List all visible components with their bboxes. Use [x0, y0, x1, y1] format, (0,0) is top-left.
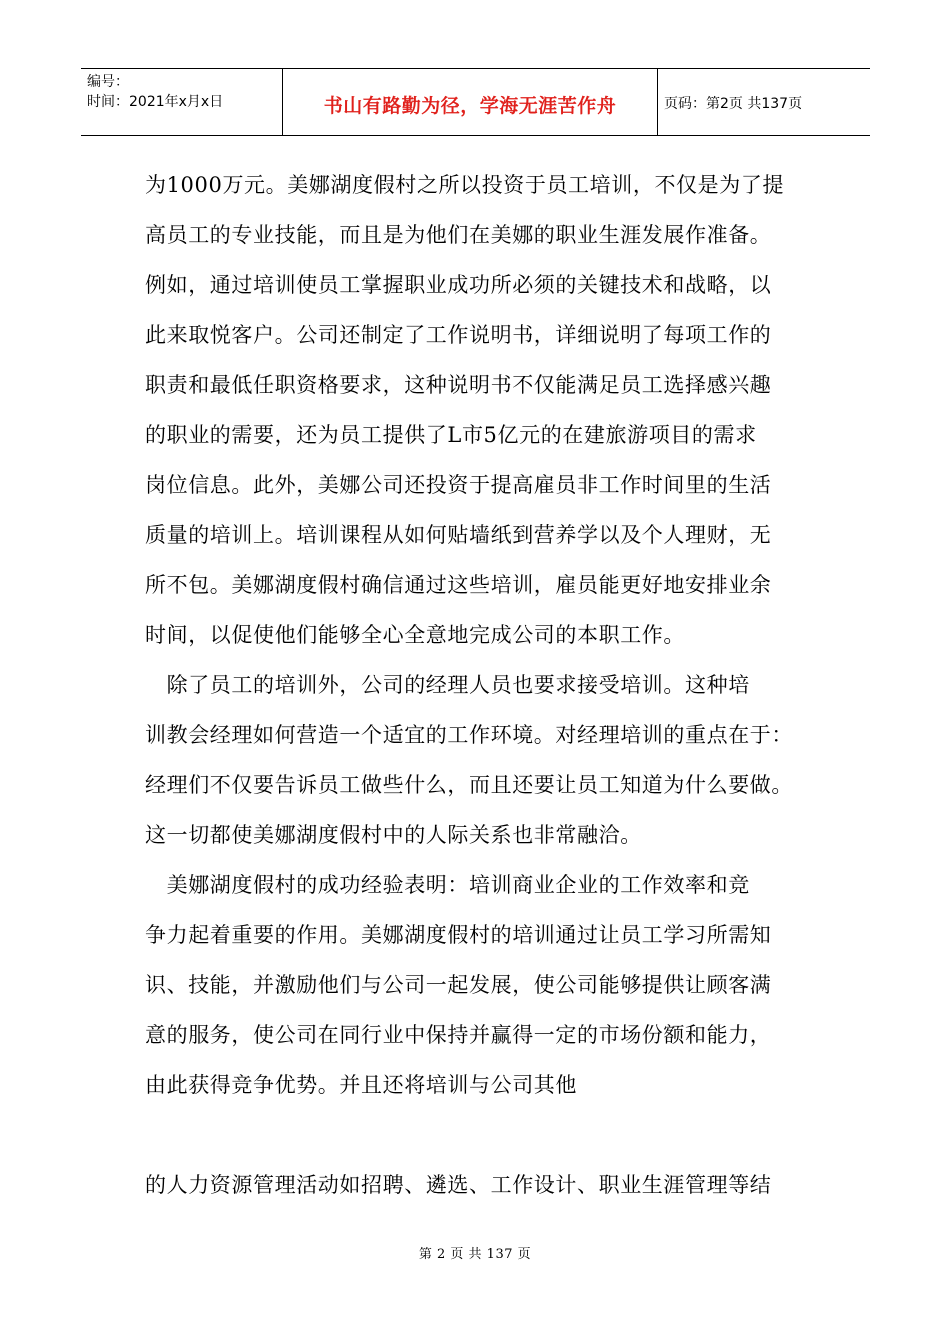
body-line: 职责和最低任职资格要求，这种说明书不仅能满足员工选择感兴趣 [145, 373, 772, 397]
header-motto: 书山有路勤为径，学海无涯苦作舟 [283, 69, 658, 135]
body-line: 经理们不仅要告诉员工做些什么，而且还要让员工知道为什么要做。 [145, 773, 793, 797]
body-line: 的职业的需要，还为员工提供了L市5亿元的在建旅游项目的需求 [145, 423, 757, 447]
document-header [81, 68, 870, 136]
page-footer: 第 2 页 共 137 页 [418, 1247, 532, 1262]
body-line: 质量的培训上。培训课程从如何贴墙纸到营养学以及个人理财，无 [145, 523, 772, 547]
body-line: 为1000万元。美娜湖度假村之所以投资于员工培训，不仅是为了提 [145, 173, 785, 197]
body-line: 由此获得竞争优势。并且还将培训与公司其他 [145, 1073, 577, 1097]
header-info-cell [81, 69, 283, 135]
body-line: 例如，通过培训使员工掌握职业成功所必须的关键技术和战略，以 [145, 273, 772, 297]
body-line: 岗位信息。此外，美娜公司还投资于提高雇员非工作时间里的生活 [145, 473, 772, 497]
body-line: 意的服务，使公司在同行业中保持并赢得一定的市场份额和能力， [145, 1023, 772, 1047]
body-line: 争力起着重要的作用。美娜湖度假村的培训通过让员工学习所需知 [145, 923, 772, 947]
body-line: 识、技能，并激励他们与公司一起发展，使公司能够提供让顾客满 [145, 973, 772, 997]
body-line: 训教会经理如何营造一个适宜的工作环境。对经理培训的重点在于： [145, 723, 793, 747]
body-line: 此来取悦客户。公司还制定了工作说明书，详细说明了每项工作的 [145, 323, 772, 347]
body-line: 所不包。美娜湖度假村确信通过这些培训，雇员能更好地安排业余 [145, 573, 772, 597]
document-number-label: 编号： [87, 74, 129, 90]
document-body [145, 160, 825, 1210]
body-line: 这一切都使美娜湖度假村中的人际关系也非常融洽。 [145, 823, 642, 847]
page-break-gap [145, 1110, 825, 1160]
header-page-number: 页码：第2页 共137页 [664, 96, 803, 112]
body-line: 除了员工的培训外，公司的经理人员也要求接受培训。这种培 [145, 673, 750, 697]
body-line: 的人力资源管理活动如招聘、遴选、工作设计、职业生涯管理等结 [145, 1173, 772, 1197]
body-line: 高员工的专业技能，而且是为他们在美娜的职业生涯发展作准备。 [145, 223, 772, 247]
document-date-label: 时间：2021年x月x日 [87, 94, 224, 110]
body-line: 美娜湖度假村的成功经验表明：培训商业企业的工作效率和竞 [145, 873, 750, 897]
body-line: 时间，以促使他们能够全心全意地完成公司的本职工作。 [145, 623, 685, 647]
